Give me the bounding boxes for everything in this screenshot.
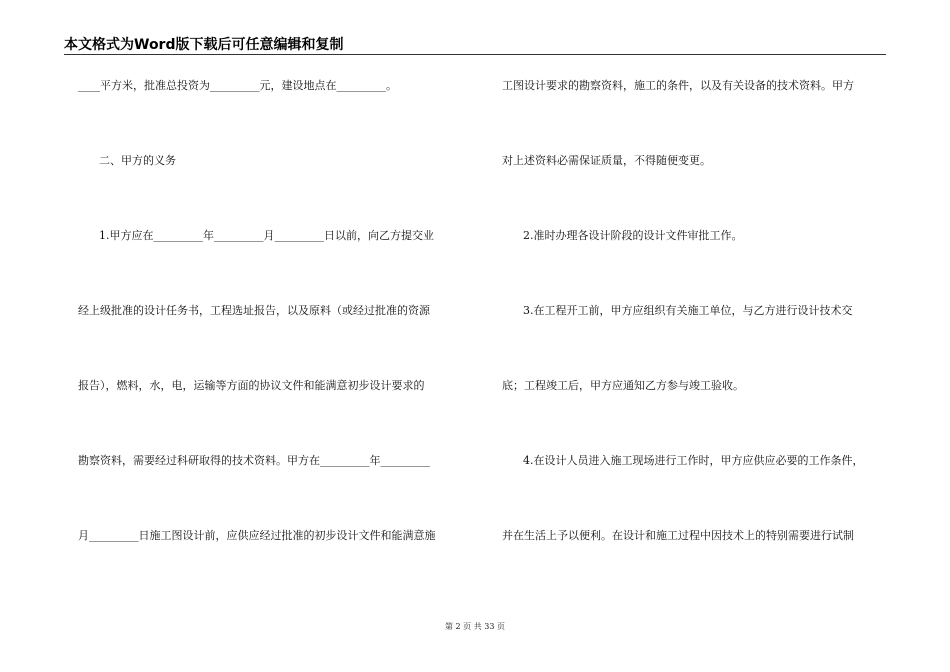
paragraph-line: 对上述资料必需保证质量，不得随便变更。	[502, 154, 711, 167]
paragraph-line: 勘察资料，需要经过科研取得的技术资料。甲方在_________年_________	[78, 454, 430, 467]
paragraph-line: 并在生活上予以便利。在设计和施工过程中因技术上的特别需要进行试制	[502, 529, 854, 542]
section-heading: 二、甲方的义务	[99, 154, 176, 167]
paragraph-line: 报告），燃料，水，电，运输等方面的协议文件和能满意初步设计要求的	[78, 379, 425, 392]
paragraph-line: 经上级批准的设计任务书，工程选址报告，以及原料（或经过批准的资源	[78, 304, 430, 317]
paragraph-line: 底；工程竣工后，甲方应通知乙方参与竣工验收。	[502, 379, 744, 392]
paragraph-line: 1.甲方应在_________年_________月_________日以前，向乙方提交业	[99, 229, 434, 242]
paragraph-line: 3.在工程开工前，甲方应组织有关施工单位，与乙方进行设计技术交	[523, 304, 853, 317]
paragraph-line: 2.准时办理各设计阶段的设计文件审批工作。	[523, 229, 743, 242]
paragraph-line: 月_________日施工图设计前，应供应经过批准的初步设计文件和能满意施	[78, 529, 436, 542]
document-header-title: 本文格式为Word版下载后可任意编辑和复制	[64, 37, 344, 53]
page-number-footer: 第 2 页 共 33 页	[445, 622, 505, 631]
paragraph-line: 4.在设计人员进入施工现场进行工作时，甲方应供应必要的工作条件，	[523, 454, 864, 467]
paragraph-line: ____平方米，批准总投资为_________元，建设地点在_________。	[78, 79, 397, 92]
header-divider	[64, 54, 886, 55]
paragraph-line: 工图设计要求的勘察资料，施工的条件，以及有关设备的技术资料。甲方	[502, 79, 854, 92]
